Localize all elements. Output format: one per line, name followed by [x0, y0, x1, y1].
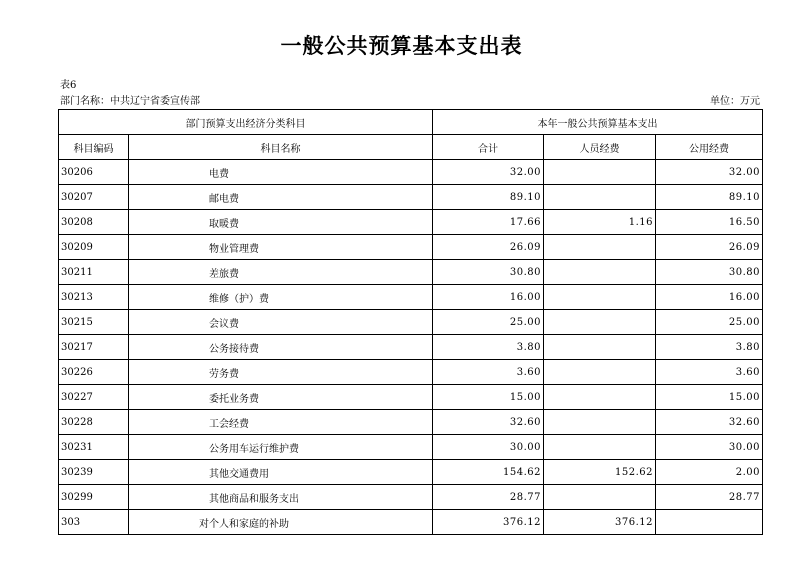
- table-body: [59, 160, 763, 535]
- row-code: 30211: [59, 260, 129, 285]
- row-public: 3.80: [656, 335, 763, 360]
- table-row: [59, 260, 763, 285]
- row-name: 劳务费: [129, 360, 433, 385]
- row-name: 电费: [129, 160, 433, 185]
- row-total: 30.00: [433, 435, 544, 460]
- row-total: 3.60: [433, 360, 544, 385]
- table-row: [59, 285, 763, 310]
- header-personnel: 人员经费: [544, 135, 656, 160]
- page-title: 一般公共预算基本支出表: [280, 34, 523, 58]
- row-personnel: [544, 310, 656, 335]
- row-total: 32.00: [433, 160, 544, 185]
- row-name: 其他交通费用: [129, 460, 433, 485]
- table-number: 表6: [60, 80, 77, 91]
- header-code: 科目编码: [59, 135, 129, 160]
- row-public: [656, 510, 763, 535]
- row-personnel: [544, 160, 656, 185]
- row-code: 30207: [59, 185, 129, 210]
- header-public: 公用经费: [656, 135, 763, 160]
- table-row: [59, 485, 763, 510]
- row-public: 2.00: [656, 460, 763, 485]
- row-name: 会议费: [129, 310, 433, 335]
- row-name: 维修（护）费: [129, 285, 433, 310]
- row-public: 32.60: [656, 410, 763, 435]
- row-personnel: [544, 485, 656, 510]
- department-name: 部门名称：中共辽宁省委宣传部: [60, 96, 200, 107]
- table-row: [59, 410, 763, 435]
- row-personnel: [544, 385, 656, 410]
- header-name: 科目名称: [129, 135, 433, 160]
- row-public: 3.60: [656, 360, 763, 385]
- row-name: 物业管理费: [129, 235, 433, 260]
- table-row: [59, 510, 763, 535]
- row-personnel: [544, 235, 656, 260]
- row-name: 差旅费: [129, 260, 433, 285]
- row-code: 303: [59, 510, 129, 535]
- header-group-right: 本年一般公共预算基本支出: [433, 110, 763, 135]
- row-total: 16.00: [433, 285, 544, 310]
- row-total: 376.12: [433, 510, 544, 535]
- table-row: [59, 335, 763, 360]
- row-personnel: 1.16: [544, 210, 656, 235]
- row-public: 28.77: [656, 485, 763, 510]
- row-code: 30213: [59, 285, 129, 310]
- row-code: 30239: [59, 460, 129, 485]
- row-public: 25.00: [656, 310, 763, 335]
- row-personnel: [544, 335, 656, 360]
- table-row: [59, 310, 763, 335]
- row-code: 30299: [59, 485, 129, 510]
- row-total: 30.80: [433, 260, 544, 285]
- row-total: 28.77: [433, 485, 544, 510]
- row-total: 25.00: [433, 310, 544, 335]
- row-public: 26.09: [656, 235, 763, 260]
- row-code: 30228: [59, 410, 129, 435]
- row-name: 其他商品和服务支出: [129, 485, 433, 510]
- header-total: 合计: [433, 135, 544, 160]
- row-name: 公务接待费: [129, 335, 433, 360]
- row-total: 32.60: [433, 410, 544, 435]
- row-public: 32.00: [656, 160, 763, 185]
- row-personnel: 152.62: [544, 460, 656, 485]
- row-code: 30227: [59, 385, 129, 410]
- row-code: 30217: [59, 335, 129, 360]
- row-personnel: [544, 260, 656, 285]
- row-total: 154.62: [433, 460, 544, 485]
- row-name: 委托业务费: [129, 385, 433, 410]
- table-row: [59, 185, 763, 210]
- row-code: 30209: [59, 235, 129, 260]
- row-personnel: [544, 285, 656, 310]
- row-total: 89.10: [433, 185, 544, 210]
- budget-table: [58, 109, 763, 535]
- row-name: 工会经费: [129, 410, 433, 435]
- row-personnel: [544, 360, 656, 385]
- row-code: 30231: [59, 435, 129, 460]
- table-row: [59, 385, 763, 410]
- row-personnel: [544, 185, 656, 210]
- row-name: 公务用车运行维护费: [129, 435, 433, 460]
- row-name: 取暖费: [129, 210, 433, 235]
- table-row: [59, 435, 763, 460]
- row-total: 15.00: [433, 385, 544, 410]
- row-total: 26.09: [433, 235, 544, 260]
- row-code: 30206: [59, 160, 129, 185]
- table-row: [59, 360, 763, 385]
- table-row: [59, 160, 763, 185]
- row-public: 16.50: [656, 210, 763, 235]
- row-name: 邮电费: [129, 185, 433, 210]
- header-group-left: 部门预算支出经济分类科目: [59, 110, 433, 135]
- table-row: [59, 460, 763, 485]
- row-code: 30208: [59, 210, 129, 235]
- table-row: [59, 235, 763, 260]
- row-personnel: [544, 435, 656, 460]
- header-row-columns: [59, 135, 763, 160]
- row-name: 对个人和家庭的补助: [129, 510, 433, 535]
- header-row-group: [59, 110, 763, 135]
- row-public: 16.00: [656, 285, 763, 310]
- row-personnel: 376.12: [544, 510, 656, 535]
- row-public: 30.00: [656, 435, 763, 460]
- row-public: 89.10: [656, 185, 763, 210]
- row-public: 30.80: [656, 260, 763, 285]
- table-row: [59, 210, 763, 235]
- row-public: 15.00: [656, 385, 763, 410]
- row-personnel: [544, 410, 656, 435]
- unit-label: 单位：万元: [710, 96, 760, 107]
- row-code: 30215: [59, 310, 129, 335]
- row-total: 17.66: [433, 210, 544, 235]
- row-code: 30226: [59, 360, 129, 385]
- row-total: 3.80: [433, 335, 544, 360]
